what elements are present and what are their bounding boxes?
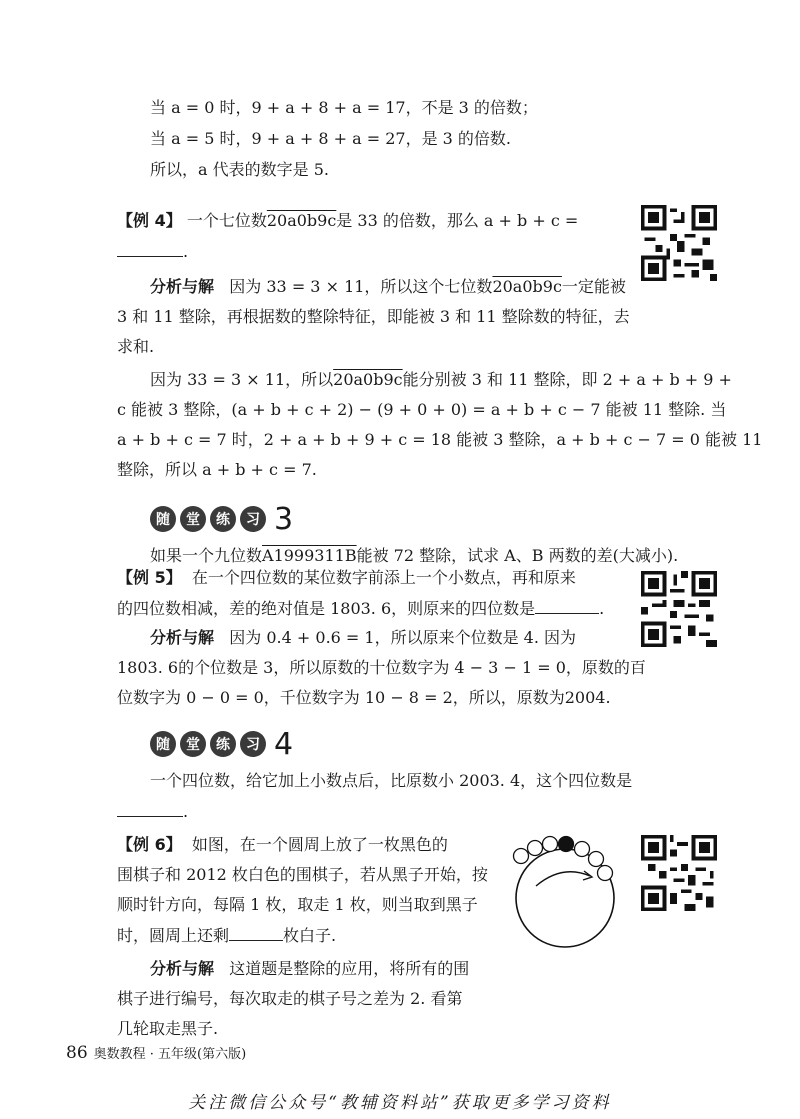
ex6-l5: 这道题是整除的应用，将所有的围: [229, 959, 470, 978]
ex6-line-3: 顺时针方向，每隔 1 枚，取走 1 枚，则当取到黑子: [117, 895, 478, 914]
ex6-l4-post: 枚白子.: [283, 926, 337, 945]
practice-char-2: 堂: [180, 731, 206, 757]
ex4-tag: 【例 4】: [117, 211, 182, 230]
ex4-blank-end: .: [183, 242, 189, 261]
practice4-answer-blank: [117, 800, 183, 817]
ex4-q-post: 是 33 的倍数，那么 a + b + c =: [336, 211, 579, 230]
ex6-l1: 如图，在一个圆周上放了一枚黑色的: [191, 835, 448, 854]
practice-4-heading: [150, 727, 293, 761]
ex4-q-pre: 一个七位数: [186, 211, 267, 230]
ex4-p1-a: 因为 33 = 3 × 11，所以这个七位数: [229, 277, 493, 296]
ex5-l2: 的四位数相减，差的绝对值是 1803. 6，则原来的四位数是: [117, 599, 536, 618]
intro-line-2: 当 a = 5 时，9 + a + 8 + a = 27，是 3 的倍数.: [150, 129, 512, 148]
ex5-l3: 因为 0.4 + 0.6 = 1，所以原来个位数是 4. 因为: [229, 628, 577, 647]
practice3-q-post: 能被 72 整除，试求 A、B 两数的差(大减小).: [356, 546, 679, 565]
ex6-line-2: 围棋子和 2012 枚白色的围棋子，若从黑子开始，按: [117, 865, 488, 884]
ex4-analysis-3: 求和.: [117, 337, 155, 356]
page-footer: [66, 1043, 246, 1063]
ex5-answer-blank: [535, 597, 599, 614]
practice-char-1: 随: [150, 506, 176, 532]
ex5-line-3: [150, 627, 576, 649]
intro-line-3: 所以，a 代表的数字是 5.: [150, 160, 329, 179]
ex5-analysis-label: 分析与解: [150, 628, 215, 647]
ex6-line-6: 棋子进行编号，每次取走的棋子号之差为 2. 看第: [117, 989, 463, 1008]
clockwise-arrow: [536, 872, 590, 886]
black-stone: [559, 837, 574, 852]
practice4-l2-end: .: [183, 802, 189, 821]
ex6-analysis-label: 分析与解: [150, 959, 215, 978]
white-stone: [543, 837, 558, 852]
ex4-analysis-1: [150, 276, 626, 298]
page-number: 86: [66, 1043, 88, 1063]
qr-code-icon: [641, 205, 717, 281]
ex4-p2-number: 20a0b9c: [333, 370, 403, 389]
ex4-analysis-label: 分析与解: [150, 277, 215, 296]
practice-3-heading: [150, 502, 293, 536]
white-stone: [514, 849, 529, 864]
ex4-p1-b: 一定能被: [561, 277, 626, 296]
practice-char-3: 练: [210, 506, 236, 532]
practice3-number: A1999311B: [262, 546, 357, 565]
ex4-p2-a: 因为 33 = 3 × 11，所以: [150, 370, 334, 389]
ex6-line-1: [117, 834, 448, 856]
ex5-line-4: 1803. 6的个位数是 3，所以原数的十位数字为 4 − 3 − 1 = 0，原数的百: [117, 658, 646, 677]
ex4-number: 20a0b9c: [266, 211, 337, 230]
qr-code-icon: [641, 835, 717, 911]
practice-3-question: [150, 545, 678, 567]
ex6-line-4: [117, 924, 336, 947]
white-stone: [575, 842, 590, 857]
practice-char-1: 随: [150, 731, 176, 757]
ex4-answer-blank: [117, 240, 183, 257]
practice-char-4: 习: [240, 506, 266, 532]
qr-code-icon: [641, 571, 717, 647]
practice3-q-pre: 如果一个九位数: [150, 546, 263, 565]
ex4-para2-2: c 能被 3 整除，(a + b + c + 2) − (9 + 0 + 0) = a + b + c − 7 能被 11 整除. 当: [117, 400, 727, 419]
go-stones-circle-diagram: [504, 828, 626, 950]
ex5-line-1: [117, 567, 576, 589]
ex6-answer-blank: [229, 924, 283, 941]
book-title: 奥数教程 · 五年级(第六版): [93, 1047, 247, 1062]
ex6-line-7: 几轮取走黑子.: [117, 1019, 219, 1038]
practice-4-line-2: [117, 800, 188, 823]
ex5-tag: 【例 5】: [117, 568, 182, 587]
intro-line-1: 当 a = 0 时，9 + a + 8 + a = 17，不是 3 的倍数；: [150, 98, 538, 117]
ex5-line-5: 位数字为 0 − 0 = 0，千位数字为 10 − 8 = 2，所以，原数为2004.: [117, 688, 611, 707]
practice-char-2: 堂: [180, 506, 206, 532]
white-stone: [589, 852, 604, 867]
practice-number: 3: [274, 501, 294, 537]
practice-char-3: 练: [210, 731, 236, 757]
watermark-banner: 关注微信公众号“教辅资料站”获取更多学习资料: [188, 1093, 612, 1113]
ex6-line-5: [150, 958, 469, 980]
practice-number: 4: [274, 726, 294, 762]
ex6-l4-pre: 时，圆周上还剩: [117, 926, 230, 945]
practice-char-4: 习: [240, 731, 266, 757]
ex4-question: [117, 210, 578, 232]
practice-4-line-1: 一个四位数，给它加上小数点后，比原数小 2003. 4，这个四位数是: [150, 771, 633, 790]
ex4-analysis-2: 3 和 11 整除，再根据数的整除特征，即能被 3 和 11 整除数的特征，去: [117, 307, 630, 326]
white-stone: [528, 841, 543, 856]
ex5-l2-end: .: [599, 599, 605, 618]
ex4-para2-1: [150, 369, 732, 391]
ex5-l1: 在一个四位数的某位数字前添上一个小数点，再和原来: [191, 568, 576, 587]
ex4-answer-line: [117, 240, 188, 263]
ex4-para2-3: a + b + c = 7 时，2 + a + b + 9 + c = 18 能被 3 整除，a + b + c − 7 = 0 能被 11: [117, 430, 763, 449]
ex4-p1-number: 20a0b9c: [492, 277, 562, 296]
ex6-tag: 【例 6】: [117, 835, 182, 854]
ex5-line-2: [117, 597, 604, 620]
white-stone: [598, 866, 613, 881]
ex4-para2-4: 整除，所以 a + b + c = 7.: [117, 460, 317, 479]
ex4-p2-b: 能分别被 3 和 11 整除，即 2 + a + b + 9 +: [402, 370, 732, 389]
